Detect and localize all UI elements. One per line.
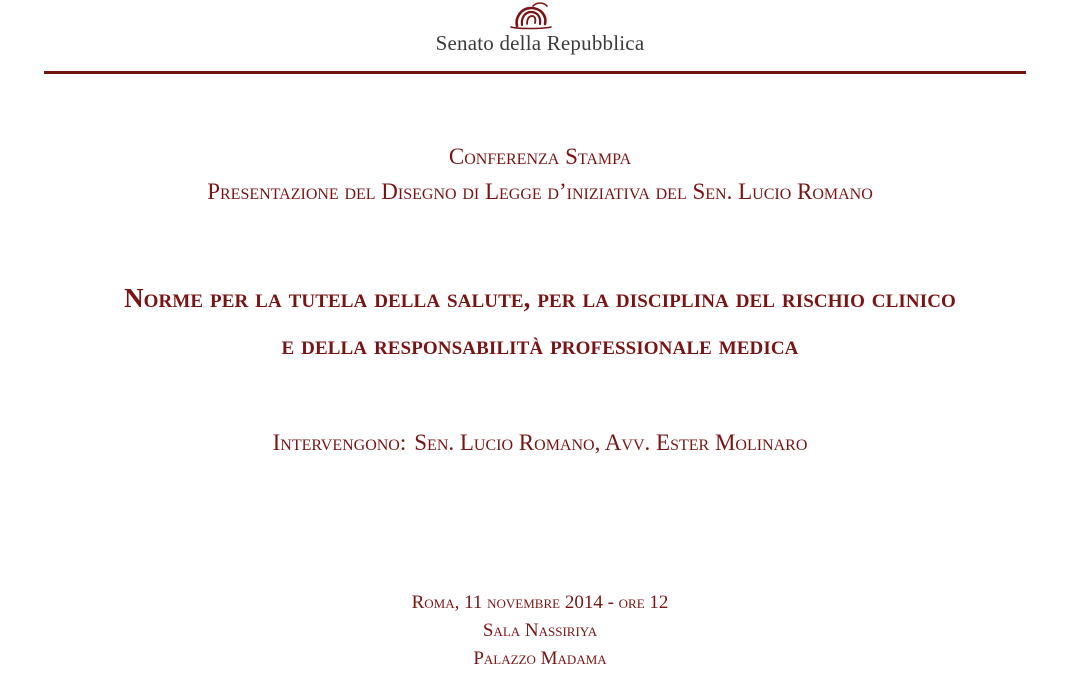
event-type: Conferenza Stampa <box>448 144 632 169</box>
event-room: Sala Nassiriya <box>482 620 598 641</box>
speakers-line <box>0 430 1080 456</box>
senate-emblem-icon <box>503 0 559 30</box>
speakers-label: Intervengono: <box>272 430 407 455</box>
event-subtitle: Presentazione del Disegno di Legge d’iniziativa del Sen. Lucio Romano <box>207 179 873 204</box>
header-divider <box>44 71 1026 74</box>
event-date-time: Roma, 11 novembre 2014 - ore 12 <box>411 592 669 613</box>
speakers-names: Sen. Lucio Romano, Avv. Ester Molinaro <box>414 430 808 455</box>
event-building: Palazzo Madama <box>473 648 607 669</box>
bill-title-line-1: Norme per la tutela della salute, per la disciplina del rischio clinico <box>124 283 956 313</box>
bill-title-line-2: e della responsabilità professionale medica <box>281 330 799 360</box>
institution-name: Senato della Repubblica <box>435 31 645 55</box>
